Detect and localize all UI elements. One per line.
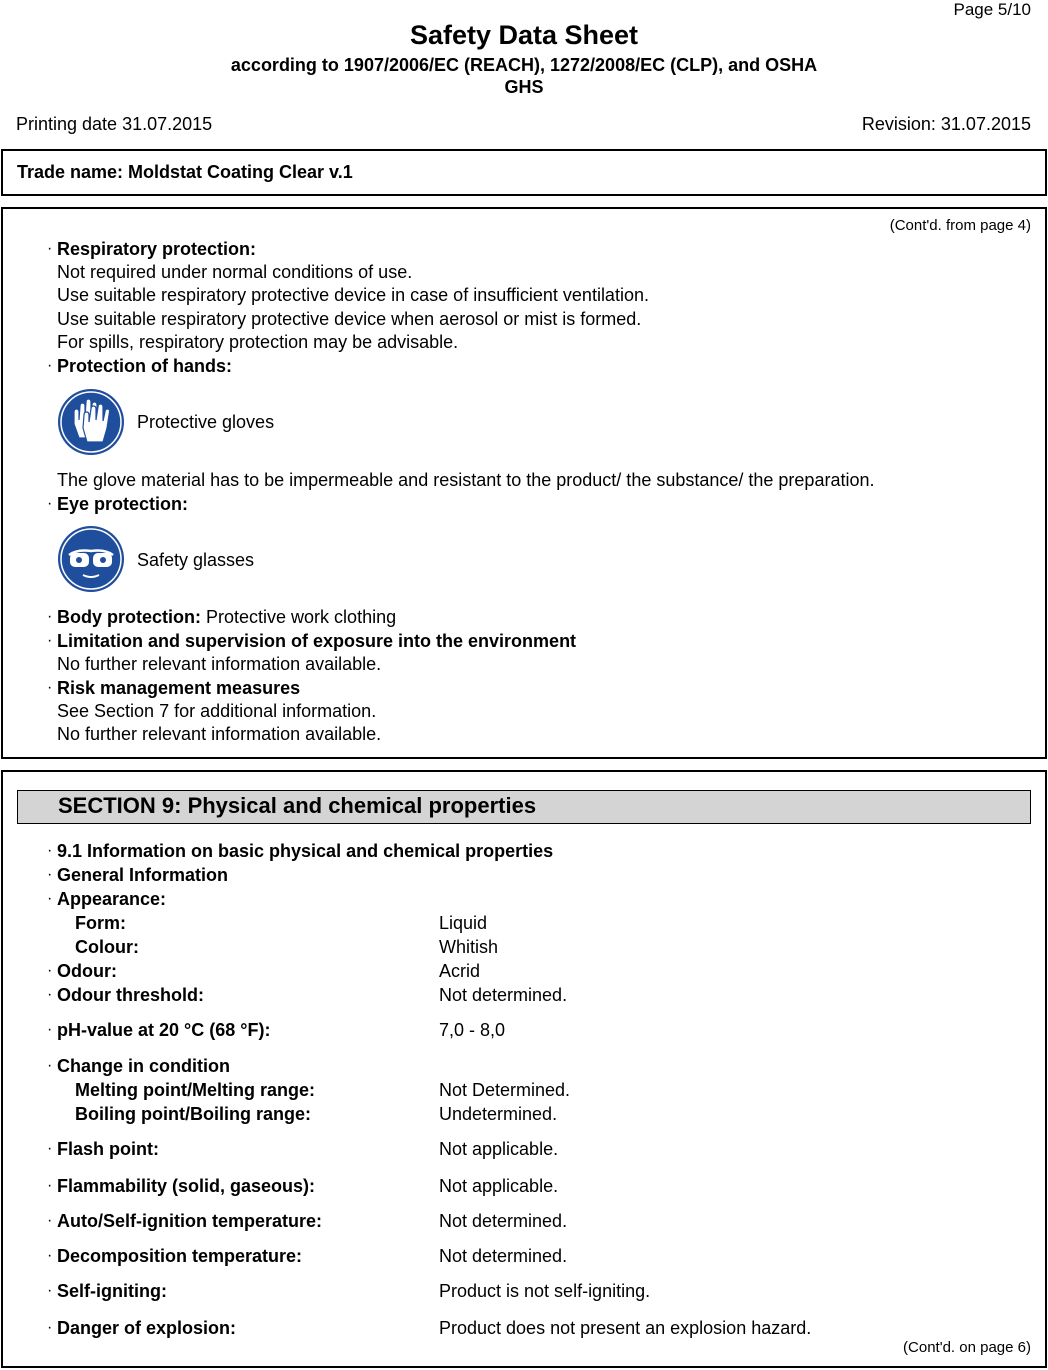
property-label: Colour: (75, 937, 139, 957)
property-label: Form: (75, 913, 126, 933)
property-label: Change in condition (57, 1056, 230, 1076)
property-value: Liquid (439, 913, 488, 933)
bullet: · (47, 986, 53, 1003)
bullet: · (47, 1282, 53, 1299)
property-value: 7,0 - 8,0 (439, 1020, 506, 1040)
property-value: Not applicable. (439, 1176, 559, 1196)
property-label: Self-igniting: (57, 1281, 167, 1301)
eye-protection-label: Eye protection: (57, 494, 189, 514)
subtitle-line-2: GHS (504, 77, 544, 97)
bullet: · (47, 890, 53, 907)
safety-glasses-pictogram-icon (57, 525, 125, 593)
respiratory-protection-label: Respiratory protection: (57, 239, 257, 259)
section-9-title: SECTION 9: Physical and chemical properties (58, 793, 537, 818)
risk-line: See Section 7 for additional information. (57, 701, 377, 721)
appearance-label: Appearance: (57, 889, 167, 909)
property-value: Not Determined. (439, 1080, 571, 1100)
bullet: · (47, 1140, 53, 1157)
document-title: Safety Data Sheet (409, 20, 639, 50)
respiratory-line: Use suitable respiratory protective device when aerosol or mist is formed. (57, 309, 642, 329)
property-label: Flammability (solid, gaseous): (57, 1176, 316, 1196)
property-value: Acrid (439, 961, 481, 981)
bullet: · (47, 842, 53, 859)
bullet: · (47, 679, 53, 696)
body-protection (57, 606, 396, 628)
body-protection-value: Protective work clothing (206, 607, 397, 627)
property-value: Product does not present an explosion hazard. (439, 1318, 812, 1338)
bullet: · (47, 962, 53, 979)
property-value: Not determined. (439, 1211, 568, 1231)
bullet: · (47, 1319, 53, 1336)
trade-name-box (1, 149, 1047, 196)
trade-name: Trade name: Moldstat Coating Clear v.1 (17, 162, 353, 182)
section-9-header (17, 790, 1031, 824)
property-value: Undetermined. (439, 1104, 558, 1124)
glasses-label: Safety glasses (137, 550, 255, 570)
document-subtitle (0, 54, 1048, 98)
subtitle-line-1: according to 1907/2006/EC (REACH), 1272/2008/EC (CLP), and OSHA (230, 55, 818, 75)
property-label: Odour: (57, 961, 117, 981)
bullet: · (47, 608, 53, 625)
property-value: Not determined. (439, 985, 568, 1005)
page-number: Page 5/10 (953, 0, 1031, 19)
continued-on-note: (Cont'd. on page 6) (903, 1339, 1031, 1356)
gloves-pictogram-icon (57, 388, 125, 456)
bullet: · (47, 495, 53, 512)
info-heading: 9.1 Information on basic physical and chemical properties (57, 841, 554, 861)
bullet: · (47, 866, 53, 883)
property-label: Odour threshold: (57, 985, 204, 1005)
risk-line: No further relevant information available. (57, 724, 382, 744)
property-value: Not determined. (439, 1246, 568, 1266)
glove-material-text: The glove material has to be impermeable and resistant to the product/ the substance/ the preparation. (57, 470, 875, 490)
respiratory-line: Use suitable respiratory protective device in case of insufficient ventilation. (57, 285, 649, 305)
property-label: Flash point: (57, 1139, 159, 1159)
continued-from-note: (Cont'd. from page 4) (889, 217, 1031, 234)
bullet: · (47, 240, 53, 257)
property-label: Auto/Self-ignition temperature: (57, 1211, 322, 1231)
property-value: Whitish (439, 937, 499, 957)
body-protection-label: Body protection: (57, 607, 201, 627)
property-value: Not applicable. (439, 1139, 559, 1159)
gloves-label: Protective gloves (137, 412, 275, 432)
respiratory-line: Not required under normal conditions of use. (57, 262, 413, 282)
property-label: Decomposition temperature: (57, 1246, 303, 1266)
limitation-value: No further relevant information available. (57, 654, 382, 674)
hands-protection-label: Protection of hands: (57, 356, 232, 376)
bullet: · (47, 1247, 53, 1264)
property-label: Melting point/Melting range: (75, 1080, 315, 1100)
bullet: · (47, 1177, 53, 1194)
limitation-label: Limitation and supervision of exposure into the environment (57, 631, 577, 651)
general-information: General Information (57, 865, 229, 885)
bullet: · (47, 1212, 53, 1229)
bullet: · (47, 632, 53, 649)
bullet: · (47, 1057, 53, 1074)
property-label: Danger of explosion: (57, 1318, 237, 1338)
risk-management-label: Risk management measures (57, 678, 301, 698)
printing-date: Printing date 31.07.2015 (16, 114, 213, 134)
section-9 (1, 770, 1047, 1368)
property-label: Boiling point/Boiling range: (75, 1104, 311, 1124)
revision-date: Revision: 31.07.2015 (861, 114, 1031, 134)
bullet: · (47, 357, 53, 374)
property-label: pH-value at 20 °C (68 °F): (57, 1020, 271, 1040)
bullet: · (47, 1021, 53, 1038)
property-value: Product is not self-igniting. (439, 1281, 651, 1301)
section-8-continued (1, 207, 1047, 759)
respiratory-line: For spills, respiratory protection may be advisable. (57, 332, 459, 352)
